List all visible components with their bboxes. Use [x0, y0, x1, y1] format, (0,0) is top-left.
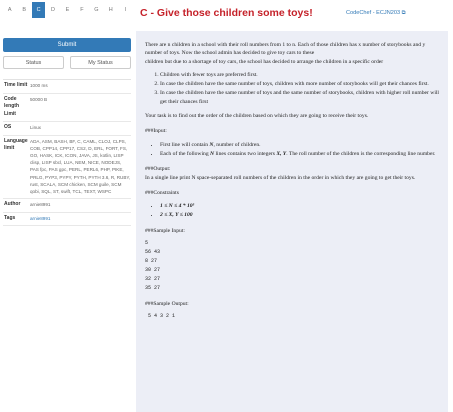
problem-source-link[interactable]: CodeChef - ECJN203 ⧉: [346, 10, 406, 16]
sample-output-heading: ###Sample Output:: [145, 301, 189, 308]
info-value: 50000 B: [30, 96, 48, 102]
info-value: 1000 ms: [30, 83, 48, 88]
tab-e[interactable]: E: [65, 7, 70, 13]
info-label: Author: [4, 201, 21, 208]
input-list: [145, 141, 440, 159]
tab-f[interactable]: F: [80, 7, 84, 13]
rules-list: [145, 71, 440, 106]
info-value: ADA, ASM, BASH, BF, C, CAML, CLOJ, CLPS, COB, CPP14, CPP17, CS2, D, ERL, FORT, FS, GO, HASK, ICK, ICON, JAVA, JS, kotlin, LISP clisp, LISP sbcl, LUA, NEM, NICE, NODEJS, PAS fpc, PAS gpc, PERL, PERL6, PHP, PIKE, PRLG, PYP3, PYPY, PYTH, PYTH 3.6, R, RUBY, rust, SCALA, SCM chicken, SCM guile, SCM qobi, SQL, ST, swift, TCL, TEXT, WSPC: [30, 138, 131, 194]
info-value: Linux: [30, 125, 41, 130]
text: , number of children.: [213, 141, 261, 148]
constraint-item: • 2 ≤ X, Y ≤ 100: [160, 211, 440, 219]
info-label: Tags: [4, 214, 16, 221]
info-row-language: [3, 136, 131, 200]
tab-c[interactable]: C: [32, 2, 45, 18]
tag-link[interactable]: arnie8991: [30, 215, 51, 221]
constraints-heading: ###Constraints: [145, 189, 179, 196]
text: First line will contain: [160, 141, 210, 148]
sample-input-heading: ###Sample Input:: [145, 227, 185, 234]
submit-button[interactable]: Submit: [3, 38, 131, 52]
text: . The roll number of the children is the corresponding line number.: [286, 150, 436, 157]
info-row-code-length: [3, 94, 131, 123]
info-row-os: [3, 122, 131, 136]
tab-g[interactable]: G: [94, 7, 99, 13]
output-text: In a single line print N space-separated roll numbers of the children in the order in which they are going to get their toys.: [145, 174, 416, 181]
tab-d[interactable]: D: [51, 7, 56, 13]
my-status-button[interactable]: My Status: [70, 56, 131, 69]
math-var: X, Y: [276, 150, 287, 157]
problem-info-table: [3, 79, 131, 226]
info-row-author: [3, 199, 131, 213]
math-var: N: [210, 150, 215, 157]
sidebar: [3, 38, 131, 226]
text: Each of the following: [160, 150, 211, 157]
info-label: OS: [4, 124, 12, 130]
info-value: arnie8991: [30, 202, 51, 208]
constraints-list: [145, 202, 440, 220]
problem-tabs: [3, 2, 133, 18]
intro-text: There are n children in a school with their roll numbers from 1 to n. Each of those children has x number of storybooks and y number of toys. Now the school admin has decided to give toy cars to these: [145, 42, 426, 57]
rule-item: 3. In case the children have the same number of toys and the same number of storybooks, children with higher roll number will get their chances first: [160, 89, 440, 106]
problem-statement: [136, 31, 448, 412]
rule-item: 1. Children with fewer toys are preferred first.: [160, 71, 440, 79]
tab-h[interactable]: H: [108, 7, 113, 13]
intro-text-2: children but due to a shortage of toy cars, the school has decided to arrange the children in a specific order: [145, 58, 384, 65]
input-item: [160, 141, 440, 149]
rule-item: 2. In case the children have the same number of toys, children with more number of storybooks will get their chances first.: [160, 80, 440, 88]
input-heading: ###Input:: [145, 128, 167, 135]
output-heading: ###Output:: [145, 166, 171, 173]
constraint-item: • 1 ≤ N ≤ 4 * 10⁵: [160, 202, 440, 210]
problem-title: C - Give those children some toys!: [140, 7, 313, 19]
sample-output-block: 5 4 3 2 1: [145, 313, 176, 320]
tab-b[interactable]: B: [22, 7, 26, 13]
info-label: Code length Limit: [4, 95, 19, 117]
info-label: Language limit: [4, 137, 28, 151]
tab-i[interactable]: I: [124, 7, 126, 13]
sample-input-block: 5 56 43 8 27 30 27 32 27 35 27: [145, 240, 161, 292]
info-row-time-limit: [3, 80, 131, 94]
status-button[interactable]: Status: [3, 56, 64, 69]
info-row-tags: [3, 213, 131, 227]
input-item: [160, 150, 440, 158]
text: lines contains two integers: [214, 150, 277, 157]
info-label: Time limit: [4, 82, 28, 88]
math-var: N: [209, 141, 214, 148]
tab-a[interactable]: A: [7, 7, 12, 13]
task-text: Your task is to find out the order of the children based on which they are going to receive their toys.: [145, 113, 369, 120]
